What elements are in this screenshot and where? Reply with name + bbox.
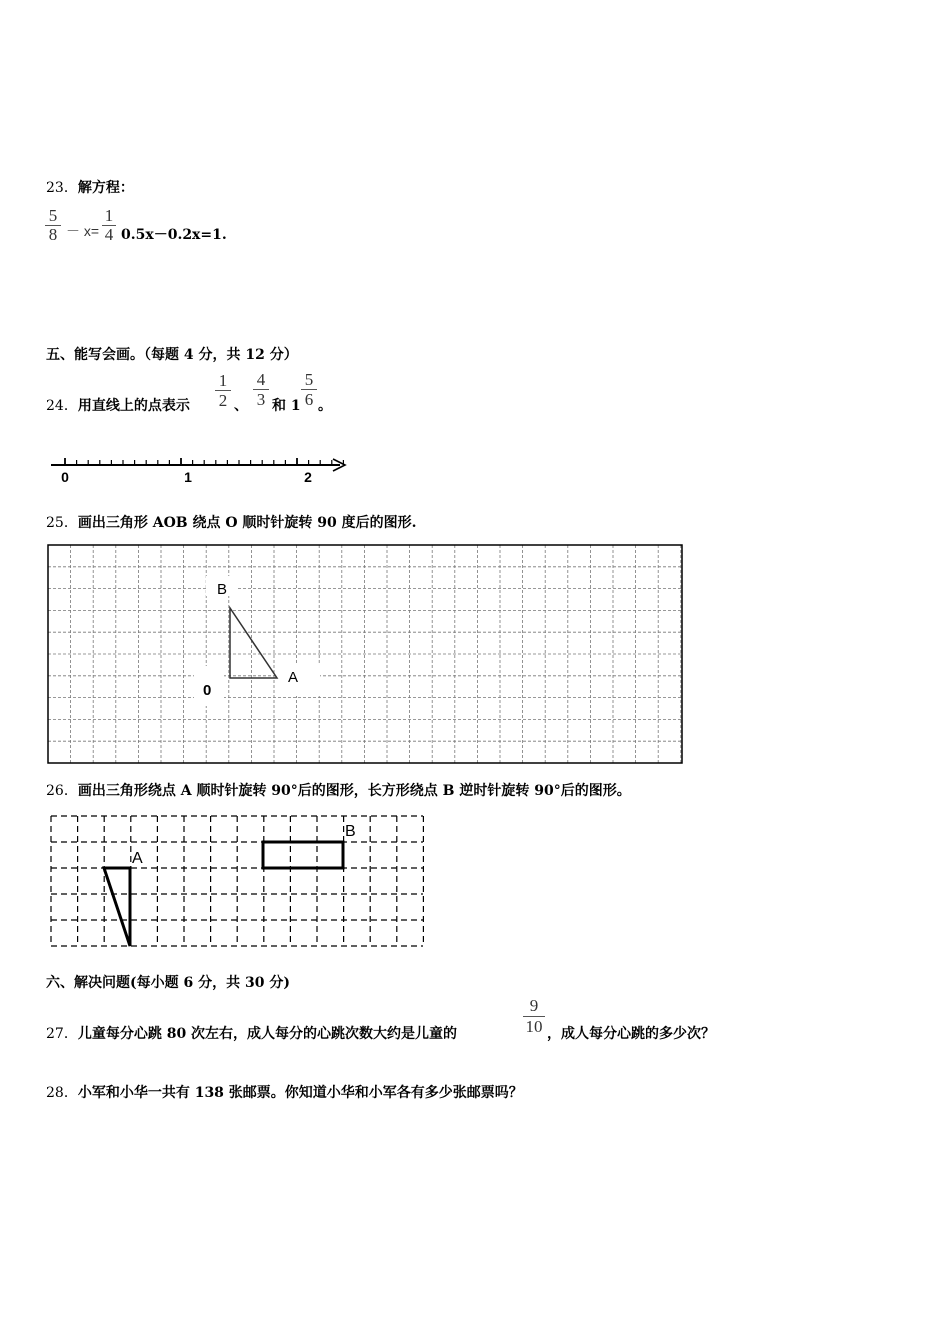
q28-number: 28． [46,1085,78,1101]
q23-fraction-5-8 [44,207,62,244]
number-line-label-0: 0 [61,469,69,485]
fraction-numerator: 9 [529,996,539,1015]
fraction-numerator: 5 [304,370,314,389]
fraction-denominator: 2 [218,391,228,410]
fraction-denominator: 10 [525,1017,543,1036]
q23-number: 23． [46,180,78,196]
q25-label-o: 0 [203,682,212,699]
fraction-denominator: 8 [48,225,58,244]
q28-instruction: 小军和小华一共有 138 张邮票。你知道小华和小军各有多少张邮票吗？ [77,1085,523,1101]
q24-number: 24． [46,398,78,414]
number-line-ticks [65,458,343,465]
q25-label-a: A [288,669,299,686]
fraction-denominator: 3 [256,390,266,409]
fraction-numerator: 5 [48,206,58,225]
q24-text-before: 用直线上的点表示 [77,398,190,414]
q27-text-after: ，成人每分心跳的多少次？ [547,1026,715,1042]
fraction-numerator: 4 [256,370,266,389]
q23-title: 解方程： [77,180,134,196]
fraction-numerator: 1 [104,206,114,225]
q26-label-b: B [345,823,356,840]
q24-end: 。 [318,398,332,414]
q25-dashed-grid [48,545,682,763]
q25-instruction: 画出三角形 AOB 绕点 O 顺时针旋转 90 度后的图形. [77,515,417,531]
q26-triangle [104,868,130,946]
q26-rectangle [263,842,343,868]
fraction-denominator: 6 [304,390,314,409]
q24-fraction-1-2 [214,371,232,410]
q24-fraction-5-6 [300,370,318,409]
q23-minus-x: － x= [66,223,100,239]
q27-fraction-9-10 [522,996,546,1037]
q25-text [46,512,417,532]
number-line-label-1: 1 [184,469,192,485]
q23-heading [46,177,134,197]
q23-equation-2: 0.5x－0.2x=1. [121,227,227,243]
q26-instruction: 画出三角形绕点 A 顺时针旋转 90°后的图形，长方形绕点 B 逆时针旋转 90°后的图形。 [77,783,631,799]
q24-and-one: 和 1 [272,398,301,414]
q24-text [46,395,190,415]
q26-number: 26． [46,783,78,799]
q25-number: 25． [46,515,78,531]
q25-label-b: B [217,581,228,598]
q26-grid-figure [48,812,426,952]
number-line [48,450,358,488]
q27-text-before: 儿童每分心跳 80 次左右，成人每分的心跳次数大约是儿童的 [77,1026,458,1042]
q27-text [46,1023,457,1043]
q25-grid-figure [46,544,684,766]
q28-text [46,1082,523,1102]
fraction-denominator: 4 [104,225,114,244]
q23-fraction-1-4 [101,207,117,244]
q25-label-a-background [278,664,320,696]
q24-fraction-4-3 [252,370,270,409]
section-6-title: 六、解决问题(每小题 6 分，共 30 分) [46,975,290,991]
q24-separator: 、 [234,398,248,414]
q25-triangle-aob [230,608,277,678]
fraction-numerator: 1 [218,371,228,390]
q27-number: 27． [46,1026,78,1042]
q26-label-a: A [132,850,143,867]
number-line-label-2: 2 [304,469,312,485]
q26-text [46,780,631,800]
section-5-title: 五、能写会画。（每题 4 分，共 12 分） [46,347,298,363]
